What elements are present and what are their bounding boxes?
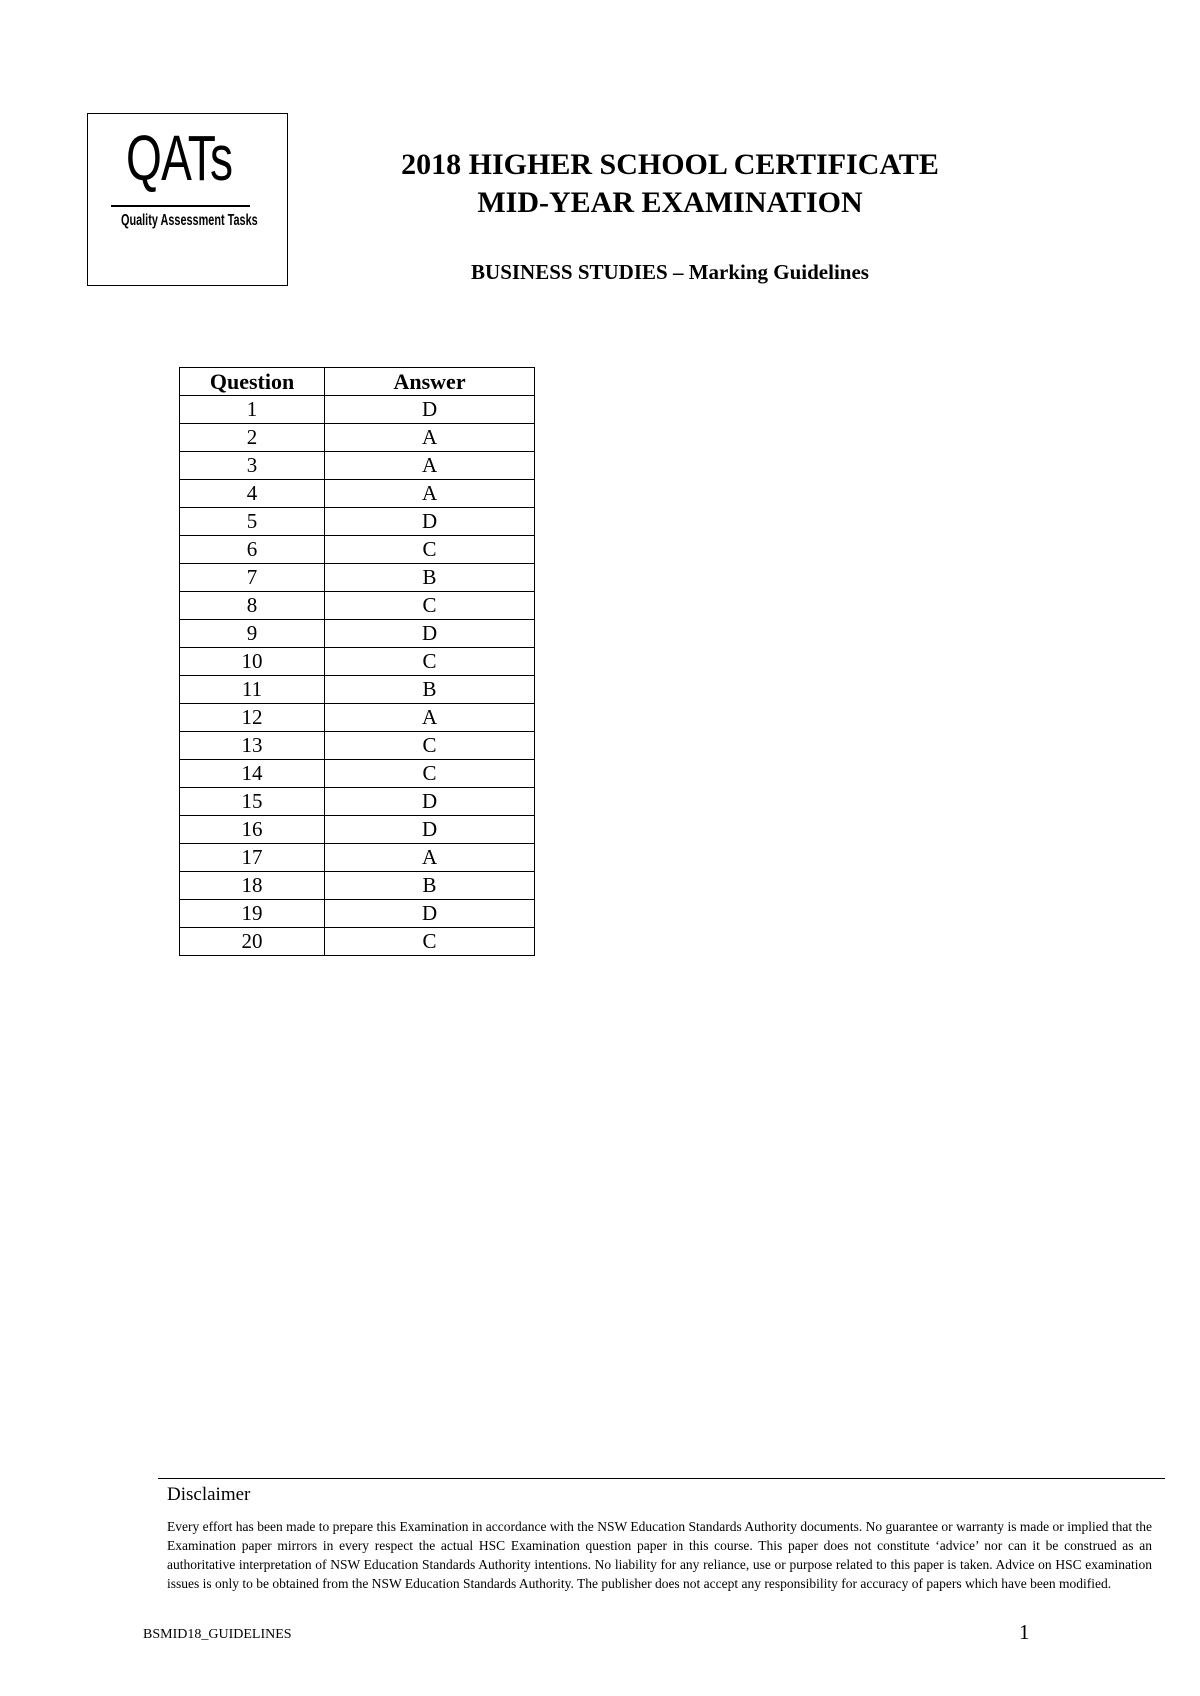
- question-number-cell: 15: [180, 788, 325, 816]
- table-row: [180, 816, 535, 844]
- question-number-cell: 20: [180, 928, 325, 956]
- qats-logo: [87, 113, 288, 286]
- table-row: [180, 536, 535, 564]
- document-title-line-2: MID-YEAR EXAMINATION: [477, 186, 863, 219]
- logo-tagline: Quality Assessment Tasks: [121, 212, 258, 229]
- disclaimer-divider: [158, 1478, 1165, 1479]
- table-row: [180, 648, 535, 676]
- table-row: [180, 844, 535, 872]
- answer-table-body: [180, 396, 535, 956]
- question-number-cell: 7: [180, 564, 325, 592]
- answer-cell: D: [325, 900, 535, 928]
- answer-cell: B: [325, 676, 535, 704]
- question-number-cell: 18: [180, 872, 325, 900]
- table-row: [180, 592, 535, 620]
- logo-divider: [111, 205, 250, 207]
- table-row: [180, 928, 535, 956]
- table-row: [180, 452, 535, 480]
- table-row: [180, 564, 535, 592]
- answer-column-header: Answer: [325, 368, 535, 396]
- answer-cell: D: [325, 816, 535, 844]
- answer-cell: D: [325, 508, 535, 536]
- table-row: [180, 732, 535, 760]
- question-number-cell: 11: [180, 676, 325, 704]
- answer-cell: C: [325, 592, 535, 620]
- question-number-cell: 9: [180, 620, 325, 648]
- answer-cell: A: [325, 424, 535, 452]
- question-column-header: Question: [180, 368, 325, 396]
- question-number-cell: 12: [180, 704, 325, 732]
- question-number-cell: 8: [180, 592, 325, 620]
- answer-cell: D: [325, 620, 535, 648]
- question-number-cell: 14: [180, 760, 325, 788]
- question-number-cell: 16: [180, 816, 325, 844]
- answer-cell: C: [325, 648, 535, 676]
- question-number-cell: 5: [180, 508, 325, 536]
- table-row: [180, 760, 535, 788]
- answer-cell: D: [325, 396, 535, 424]
- answer-cell: A: [325, 480, 535, 508]
- question-number-cell: 17: [180, 844, 325, 872]
- table-row: [180, 480, 535, 508]
- table-row: [180, 620, 535, 648]
- disclaimer-heading: Disclaimer: [167, 1484, 251, 1505]
- logo-mark: QATs: [126, 122, 233, 194]
- answer-cell: C: [325, 928, 535, 956]
- answer-cell: B: [325, 564, 535, 592]
- document-code: BSMID18_GUIDELINES: [143, 1627, 292, 1642]
- page-number: 1: [1019, 1620, 1030, 1644]
- table-row: [180, 424, 535, 452]
- question-number-cell: 6: [180, 536, 325, 564]
- question-number-cell: 2: [180, 424, 325, 452]
- question-number-cell: 10: [180, 648, 325, 676]
- table-row: [180, 396, 535, 424]
- question-number-cell: 13: [180, 732, 325, 760]
- answer-cell: A: [325, 452, 535, 480]
- document-title-line-1: 2018 HIGHER SCHOOL CERTIFICATE: [401, 148, 939, 181]
- answer-cell: D: [325, 788, 535, 816]
- answer-cell: C: [325, 732, 535, 760]
- answer-table: [179, 367, 535, 956]
- table-row: [180, 704, 535, 732]
- answer-cell: A: [325, 704, 535, 732]
- table-row: [180, 872, 535, 900]
- document-subtitle: BUSINESS STUDIES – Marking Guidelines: [471, 260, 869, 284]
- question-number-cell: 4: [180, 480, 325, 508]
- answer-table-header-row: [180, 368, 535, 396]
- table-row: [180, 788, 535, 816]
- table-row: [180, 508, 535, 536]
- question-number-cell: 1: [180, 396, 325, 424]
- disclaimer-text: Every effort has been made to prepare this Examination in accordance with the NSW Education Standards Authority documents. No guarantee or warranty is made or implied that the Examination paper mirrors in every respect the actual HSC Examination question paper in this course. This paper does not constitute ‘advice’ nor can it be construed as an authoritative interpretation of NSW Education Standards Authority intentions. No liability for any reliance, use or purpose related to this paper is taken. Advice on HSC examination issues is only to be obtained from the NSW Education Standards Authority. The publisher does not accept any responsibility for accuracy of papers which have been modified.: [167, 1519, 1152, 1591]
- answer-cell: C: [325, 536, 535, 564]
- answer-cell: C: [325, 760, 535, 788]
- table-row: [180, 676, 535, 704]
- answer-cell: B: [325, 872, 535, 900]
- answer-cell: A: [325, 844, 535, 872]
- table-row: [180, 900, 535, 928]
- question-number-cell: 19: [180, 900, 325, 928]
- question-number-cell: 3: [180, 452, 325, 480]
